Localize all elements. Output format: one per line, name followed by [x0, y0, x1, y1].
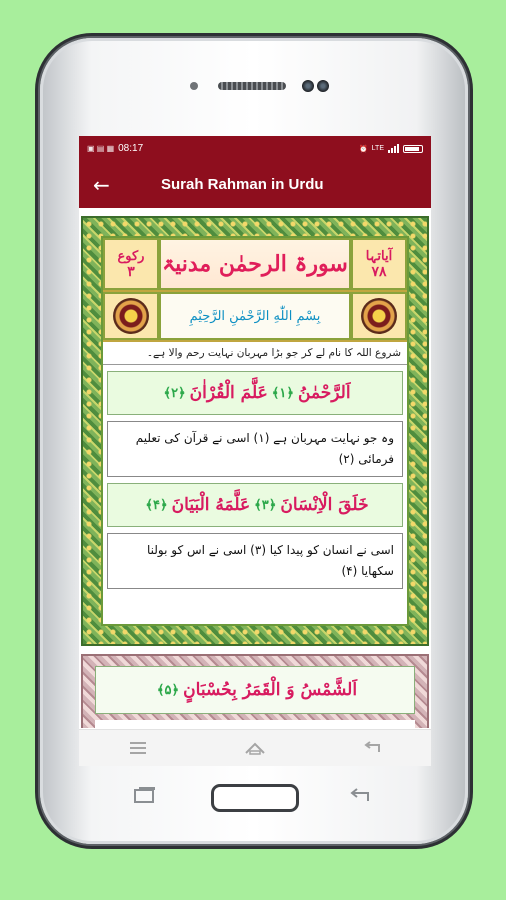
menu-icon[interactable]	[118, 736, 158, 760]
back-icon[interactable]	[352, 736, 392, 760]
home-icon[interactable]	[235, 736, 275, 760]
ayah-number: ﴿۳﴾	[254, 497, 277, 513]
front-sensor	[317, 80, 329, 92]
surah-name: سورۃ الرحمٰن مدنیۃ	[159, 238, 351, 290]
ruku-label: رکوع	[117, 248, 145, 264]
ayat-count: ۷۸	[371, 263, 387, 280]
ayah-text: عَلَّمَ الْقُرْاٰنَ	[189, 383, 268, 403]
ornament-icon	[113, 298, 149, 334]
page-title: Surah Rahman in Urdu	[161, 176, 324, 193]
recent-apps-key[interactable]	[132, 787, 158, 805]
bismillah: بِسْمِ اللّٰهِ الرَّحْمٰنِ الرَّحِیْمِ	[159, 292, 351, 340]
ayah-number: ﴿۲﴾	[163, 385, 186, 401]
ayat-label: آیاتہا	[365, 248, 393, 264]
ayah-text: اَلرَّحْمٰنُ	[298, 383, 351, 403]
back-key[interactable]	[346, 787, 372, 805]
home-key[interactable]	[211, 784, 299, 812]
medallion-right	[351, 292, 407, 340]
status-bar	[79, 136, 431, 161]
system-navbar	[79, 729, 431, 766]
page-border-2	[81, 654, 429, 728]
ornament-icon	[361, 298, 397, 334]
ayah-text: عَلَّمَهُ الْبَیَانَ	[171, 495, 251, 515]
partial-translation	[95, 720, 415, 728]
status-time: 08:17	[118, 143, 144, 154]
ayah-arabic	[95, 666, 415, 714]
ayah-arabic	[107, 483, 403, 527]
alarm-icon: ⏰	[358, 145, 368, 153]
ruku-count: ۳	[127, 263, 135, 280]
front-camera	[302, 80, 314, 92]
page-panel	[101, 236, 409, 626]
surah-header	[103, 238, 407, 292]
battery-icon	[403, 145, 423, 153]
ayat-box	[351, 238, 407, 290]
network-type: LTE	[371, 145, 384, 152]
ayah-text: اَلشَّمْسُ وَ الْقَمَرُ بِحُسْبَانٍ	[183, 680, 358, 700]
medallion-left	[103, 292, 159, 340]
ayah-number: ﴿۱﴾	[271, 385, 294, 401]
ayah-number: ﴿۴﴾	[145, 497, 168, 513]
ruku-box	[103, 238, 159, 290]
app-toolbar	[79, 161, 431, 208]
page-border	[81, 216, 429, 646]
notification-icons: ▣ ▤ ▦	[87, 144, 115, 153]
signal-icon	[388, 144, 399, 153]
ayah-translation: اسی نے انسان کو پیدا کیا (۳) اسی نے اس کو بولنا سکھایا (۴)	[107, 533, 403, 589]
app-screen	[79, 136, 431, 766]
bismillah-row	[103, 292, 407, 342]
proximity-sensor	[190, 82, 198, 90]
ayah-translation: وہ جو نہایت مہربان ہے (۱) اسی نے قرآن کی تعلیم فرمائی (۲)	[107, 421, 403, 477]
earpiece-speaker	[218, 82, 286, 90]
ayah-number: ﴿۵﴾	[156, 682, 180, 698]
intro-translation: شروع اللہ کا نام لے کر جو بڑا مہربان نہایت رحم والا ہے۔	[103, 342, 407, 365]
ayah-arabic	[107, 371, 403, 415]
arrow-left-icon[interactable]: ←	[93, 172, 110, 197]
surah-content[interactable]	[79, 208, 431, 728]
ayah-text: خَلَقَ الْاِنْسَانَ	[280, 495, 369, 515]
